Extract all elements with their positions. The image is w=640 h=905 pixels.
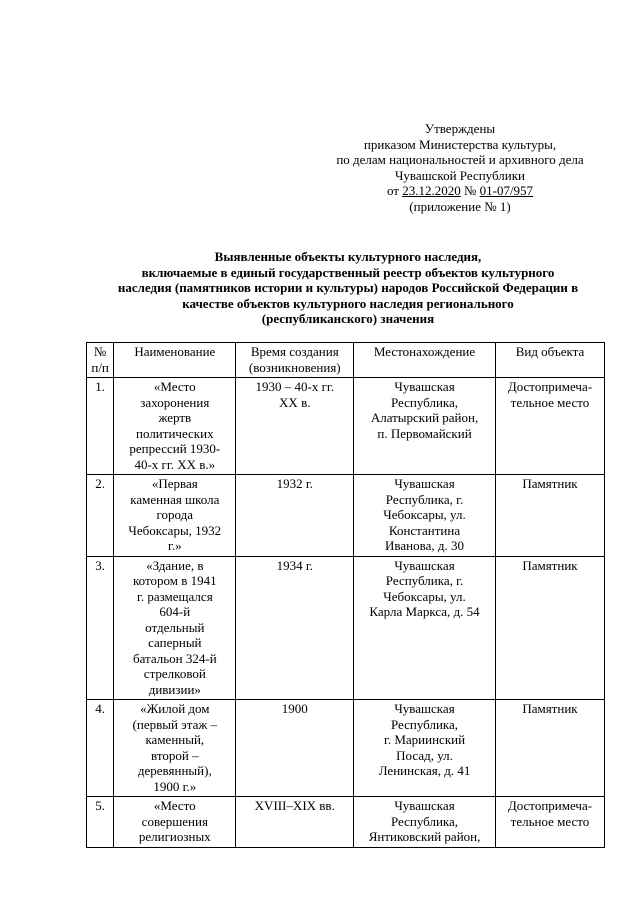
cell-name-line: 40-х гг. XX в.»	[134, 456, 216, 472]
document-title	[88, 249, 608, 327]
table-row	[87, 378, 605, 475]
cell-location-line: Янтиковский район,	[368, 829, 481, 844]
table-header-row	[87, 343, 605, 378]
cell-location-line: Чебоксары, ул.	[383, 588, 466, 604]
header-location: Местонахождение	[354, 343, 496, 378]
cell-name	[114, 475, 236, 557]
cell-name	[114, 556, 236, 700]
cell-time-line: XVIII–XIX вв.	[254, 798, 335, 813]
cell-location-line: п. Первомайский	[377, 425, 472, 441]
approval-line-order: приказом Министерства культуры,	[363, 136, 557, 152]
title-line-4: качестве объектов культурного наследия регионального	[182, 295, 514, 311]
cell-location	[354, 556, 496, 700]
table-row	[87, 700, 605, 797]
table-body	[87, 378, 605, 848]
cell-time-line: XX в.	[279, 394, 311, 410]
cell-name-line: (первый этаж –	[132, 716, 218, 732]
cell-location-line: Константина	[388, 522, 461, 538]
cell-name-line: каменный,	[145, 732, 205, 747]
cell-name-line: дивизии»	[148, 681, 201, 697]
header-number	[87, 343, 114, 378]
cell-num: 4.	[87, 700, 114, 797]
approval-line-republic: Чувашской Республики	[394, 167, 526, 183]
cell-time-line: 1932 г.	[276, 476, 313, 491]
cell-location	[354, 378, 496, 475]
cell-name-line: котором в 1941	[133, 573, 217, 588]
cell-name-line: деревянный),	[137, 763, 212, 778]
cell-type-line: тельное место	[510, 394, 590, 410]
cell-type-line: Памятник	[522, 557, 578, 573]
cell-name	[114, 700, 236, 797]
table-row	[87, 797, 605, 848]
cell-type	[495, 700, 604, 797]
cell-location-line: Чувашская	[394, 379, 455, 394]
cell-name-line: каменная школа	[130, 491, 220, 507]
cell-name-line: г. размещался	[136, 588, 213, 604]
cell-name-line: захоронения	[140, 394, 210, 410]
cell-location-line: г. Мариинский	[383, 732, 466, 747]
approval-line-date-number	[300, 183, 620, 199]
cell-location-line: Чувашская	[394, 557, 455, 573]
cell-type-line: Памятник	[522, 476, 578, 491]
cell-num: 3.	[87, 556, 114, 700]
approval-block	[300, 121, 620, 214]
approval-order-number: 01-07/957	[479, 183, 534, 198]
cell-name-line: батальон 324-й	[132, 650, 217, 666]
cell-name	[114, 378, 236, 475]
header-type: Вид объекта	[495, 343, 604, 378]
cell-location-line: Республика,	[390, 394, 459, 410]
title-line-1: Выявленные объекты культурного наследия,	[214, 249, 482, 264]
title-line-5: (республиканского) значения	[261, 311, 435, 326]
cell-name-line: «Место	[153, 798, 196, 813]
cell-time	[236, 475, 354, 557]
cell-name-line: «Жилой дом	[140, 701, 210, 716]
cell-location-line: Карла Маркса, д. 54	[369, 604, 480, 619]
cell-name-line: стрелковой	[143, 666, 206, 681]
header-number-line-1: №	[93, 344, 107, 359]
cell-type	[495, 797, 604, 848]
cell-location-line: Республика, г.	[385, 491, 464, 507]
cell-location-line: Чебоксары, ул.	[383, 507, 466, 522]
header-time-line-2: (возникновения)	[248, 359, 341, 375]
header-time	[236, 343, 354, 378]
cell-num: 1.	[87, 378, 114, 475]
cell-name-line: 1900 г.»	[153, 778, 197, 794]
cell-location-line: Посад, ул.	[396, 747, 453, 763]
cell-num: 5.	[87, 797, 114, 848]
cell-location-line: Республика,	[390, 716, 459, 732]
cell-location	[354, 475, 496, 557]
cell-time-line: 1934 г.	[276, 557, 313, 573]
cell-location	[354, 700, 496, 797]
cell-name	[114, 797, 236, 848]
cell-location-line: Чувашская	[394, 701, 455, 716]
cell-type-line: тельное место	[510, 813, 590, 829]
cell-type-line: Достопримеча-	[507, 379, 593, 394]
cell-location	[354, 797, 496, 848]
cell-name-line: второй –	[151, 747, 199, 763]
cell-time	[236, 700, 354, 797]
table-row	[87, 475, 605, 557]
title-line-2: включаемые в единый государственный реестр объектов культурного	[141, 264, 555, 280]
cell-name-line: города	[156, 507, 194, 522]
approval-line-ministry: по делам национальностей и архивного дела	[336, 152, 584, 167]
cell-name-line: политических	[136, 425, 214, 441]
cell-name-line: отдельный	[145, 619, 205, 635]
approval-line-approved: Утверждены	[424, 121, 496, 136]
cell-time-line: 1930 – 40-х гг.	[255, 379, 335, 394]
cell-type-line: Памятник	[522, 701, 578, 716]
cell-name-line: совершения	[141, 813, 208, 829]
cell-location-line: Чувашская	[394, 476, 455, 491]
cell-type	[495, 475, 604, 557]
cell-name-line: «Здание, в	[146, 557, 204, 573]
cell-name-line: саперный	[148, 635, 202, 650]
cell-name-line: репрессий 1930-	[129, 441, 221, 456]
cell-time	[236, 797, 354, 848]
cell-location-line: Республика,	[390, 813, 459, 829]
cell-name-line: Чебоксары, 1932	[128, 522, 222, 538]
approval-date-prefix: от	[386, 183, 403, 198]
cell-location-line: Алатырский район,	[370, 410, 479, 425]
header-number-line-2: п/п	[91, 359, 109, 375]
cell-name-line: жертв	[158, 410, 192, 425]
cell-location-line: Чувашская	[394, 798, 455, 813]
cell-location-line: Республика, г.	[385, 573, 464, 588]
approval-date: 23.12.2020	[402, 183, 461, 198]
approval-number-sign: №	[460, 183, 480, 198]
cell-time	[236, 556, 354, 700]
cell-name-line: г.»	[168, 538, 182, 553]
header-time-line-1: Время создания	[250, 344, 339, 359]
cell-name-line: 604-й	[159, 604, 191, 619]
heritage-objects-table	[86, 342, 605, 848]
cell-type-line: Достопримеча-	[507, 798, 593, 813]
cell-name-line: «Место	[153, 379, 196, 394]
cell-location-line: Ленинская, д. 41	[378, 763, 471, 778]
cell-location-line: Иванова, д. 30	[385, 538, 464, 553]
title-line-3: наследия (памятников истории и культуры) народов Российской Федерации в	[117, 280, 579, 295]
table-row	[87, 556, 605, 700]
header-name: Наименование	[114, 343, 236, 378]
cell-name-line: религиозных	[138, 829, 211, 844]
approval-line-appendix: (приложение № 1)	[409, 198, 511, 214]
cell-name-line: «Первая	[151, 476, 198, 491]
cell-num: 2.	[87, 475, 114, 557]
cell-time-line: 1900	[281, 701, 308, 716]
cell-type	[495, 556, 604, 700]
cell-time	[236, 378, 354, 475]
cell-type	[495, 378, 604, 475]
